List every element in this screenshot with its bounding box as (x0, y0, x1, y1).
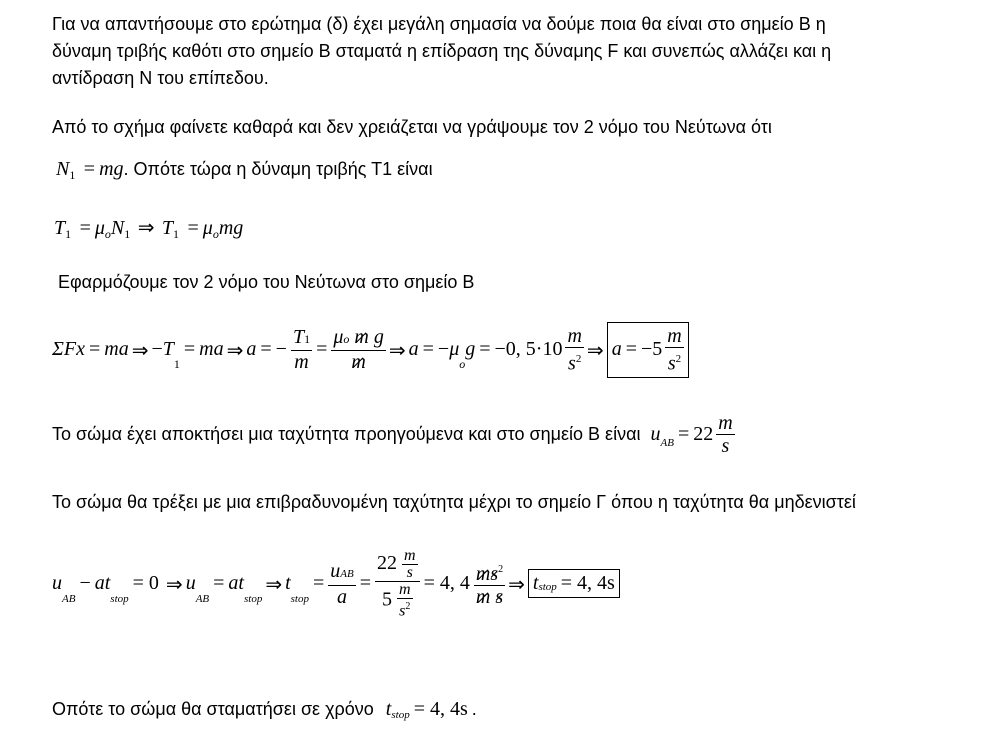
conclusion-text: Οπότε το σώμα θα σταματήσει σε χρόνο (52, 699, 374, 719)
at-2: at (228, 572, 244, 595)
eq-1: = (88, 338, 101, 361)
t-result: t (532, 572, 539, 595)
mu-subscript-2: o (212, 227, 219, 241)
t-final: t (385, 698, 392, 720)
fraction-mu-mg-over-m (331, 326, 386, 373)
t1-sub: 1 (173, 356, 180, 371)
fraction-m-over-s (716, 412, 734, 457)
eq-s1: = (213, 572, 225, 595)
result-box-acceleration (607, 322, 689, 378)
cancel-s-num: s (490, 562, 499, 585)
final-result: = 4, 4s (413, 698, 468, 720)
frac-t1: T (292, 326, 305, 349)
u3: u (185, 572, 196, 595)
f-5-exp: 2 (405, 601, 411, 612)
u-sub: AB (660, 437, 674, 449)
mg-term: mg (99, 158, 124, 180)
friction-subscript-2: 1 (173, 227, 180, 241)
mu-3: μ (449, 338, 460, 361)
velocity-text: Το σώμα έχει αποκτήσει μια ταχύτητα προηγούμενα και στο σημείο Β είναι (52, 424, 641, 444)
arrow-2: ⇒ (226, 337, 244, 362)
t-final-sub: stop (391, 709, 410, 721)
mu-symbol: μ (94, 217, 105, 239)
result-fraction (665, 325, 683, 375)
equals-sign: = (83, 158, 96, 180)
normal-force-symbol: N (56, 158, 70, 180)
eq-s2: = (313, 572, 325, 595)
a-2: a (408, 338, 419, 361)
minus5: −5 (640, 338, 663, 361)
v-unit-m: m (718, 412, 733, 434)
friction-symbol-2: T (161, 217, 174, 239)
result-box-stop-time (528, 569, 620, 598)
mu-symbol-2: μ (202, 217, 213, 239)
frac-m: m (294, 351, 309, 374)
f-5: 5 (382, 588, 393, 611)
decel-text: Το σώμα θα τρέξει με μια επιβραδυνομένη ταχύτητα μέχρι το σημείο Γ όπου η ταχύτητα θα μηδενιστεί (52, 492, 856, 512)
intro-line-1: Για να απαντήσουμε στο ερώτημα (δ) έχει μεγάλη σημασία να δούμε ποια θα είναι στο σημείο Β η (52, 14, 826, 34)
arrow-s3: ⇒ (508, 571, 525, 596)
normal-subscript: 1 (124, 227, 131, 241)
frac-t1-sub: 1 (304, 332, 311, 347)
a-1: a (246, 338, 257, 361)
arrow-3: ⇒ (388, 337, 406, 362)
equals-sign-2: = (187, 217, 199, 239)
normal-force-equation (56, 158, 433, 183)
f-u: u (330, 559, 341, 582)
u3-sub: AB (195, 593, 210, 606)
friction-equation (54, 215, 243, 242)
f-22-s: s (406, 564, 413, 581)
at-1: at (94, 572, 111, 595)
eq-7: = (625, 338, 637, 361)
intro-line-2: δύναμη τριβής καθότι στο σημείο Β σταματά η επίδραση της δύναμης F και συνεπώς αλλάζει και η (52, 41, 832, 61)
u2: u (52, 572, 62, 595)
minus-1: − (151, 338, 163, 361)
stop-time-equation (52, 548, 620, 619)
minus-at: − (79, 572, 91, 595)
normal-force-subscript: 1 (69, 168, 76, 182)
cancel-m-num: m (475, 562, 491, 585)
at-1-sub: stop (110, 593, 129, 606)
friction-text: . Οπότε τώρα η δύναμη τριβής Τ1 είναι (123, 159, 433, 179)
arrow-s1: ⇒ (165, 571, 183, 596)
newton-law-equation (52, 322, 689, 378)
fraction-m-over-s2 (565, 325, 583, 375)
mu-subscript: o (104, 227, 111, 241)
mg-term-2: mg (218, 217, 244, 239)
t-1: t (285, 572, 291, 595)
result-unit-m: m (667, 325, 682, 347)
friction-symbol: T (54, 217, 66, 239)
cancel-m-den: m (475, 585, 491, 608)
fraction-u-over-a (328, 560, 355, 608)
a-result: a (611, 338, 622, 361)
f-5-m: m (399, 581, 411, 598)
fraction-units-cancel (474, 559, 505, 608)
ma-1: ma (104, 338, 129, 361)
u-symbol: u (650, 423, 661, 445)
frac-mu-sub: o (343, 332, 350, 347)
result-44s: = 4, 4s (560, 572, 615, 595)
arrow-1: ⇒ (131, 337, 149, 362)
eq-5: = (422, 338, 434, 361)
velocity-line (52, 412, 735, 457)
intro-line-3: αντίδραση Ν του επίπεδου. (52, 68, 269, 88)
eq-3: = (260, 338, 272, 361)
fraction-22-over-5 (375, 548, 420, 619)
f-a: a (337, 585, 347, 608)
implies-arrow: ⇒ (137, 215, 155, 239)
conclusion-end: . (471, 699, 477, 719)
result-unit-s: s (667, 352, 676, 375)
g-3: g (465, 338, 476, 361)
fraction-t1-over-m (291, 326, 312, 373)
f-u-sub: AB (340, 567, 354, 580)
eq-v: = (677, 423, 690, 445)
ma-2: ma (199, 338, 224, 361)
frac-g: g (373, 326, 384, 349)
eq-zero: = 0 (132, 572, 159, 595)
apply-newton-text: Εφαρμόζουμε τον 2 νόμο του Νεύτωνα στο σημείο Β (58, 272, 475, 292)
value-22: 22 (693, 423, 714, 445)
friction-subscript: 1 (65, 227, 72, 241)
mu-3-sub: o (459, 356, 466, 371)
unit-s-exp: 2 (575, 353, 582, 365)
minus-2: − (275, 338, 287, 361)
struck-m-den: m (351, 351, 366, 374)
cancel-exp: 2 (498, 564, 504, 576)
f-22: 22 (377, 552, 398, 575)
unit-m: m (567, 325, 582, 347)
v-unit-s: s (721, 435, 730, 457)
f-5-s: s (399, 602, 406, 620)
arrow-s2: ⇒ (265, 571, 283, 596)
sum-fx: ΣFx (52, 338, 85, 361)
conclusion-line (52, 698, 477, 721)
minus-3: − (437, 338, 450, 361)
t-result-sub: stop (538, 581, 557, 594)
value-44: = 4, 4 (423, 572, 470, 595)
eq-6: = (479, 338, 491, 361)
struck-m-num: m (354, 326, 369, 349)
frac-mu: μ (333, 326, 344, 349)
t-1-sub: stop (290, 593, 309, 606)
eq-s3: = (359, 572, 372, 595)
at-2-sub: stop (243, 593, 263, 606)
value-05-10: −0, 5·10 (494, 338, 563, 361)
f-22-m: m (404, 547, 416, 564)
newton-note: Από το σχήμα φαίνετε καθαρά και δεν χρειάζεται να γράψουμε τον 2 νόμο του Νεύτωνα ότι (52, 117, 772, 137)
eq-4: = (316, 338, 328, 361)
cancel-s-den: s (495, 585, 504, 608)
unit-s: s (568, 352, 576, 375)
result-unit-exp: 2 (675, 353, 682, 365)
arrow-4: ⇒ (586, 337, 604, 362)
equals-sign: = (79, 217, 91, 239)
t1-symbol: T (162, 338, 174, 361)
normal-symbol: N (110, 217, 125, 239)
u2-sub: AB (62, 593, 76, 606)
eq-2: = (183, 338, 196, 361)
